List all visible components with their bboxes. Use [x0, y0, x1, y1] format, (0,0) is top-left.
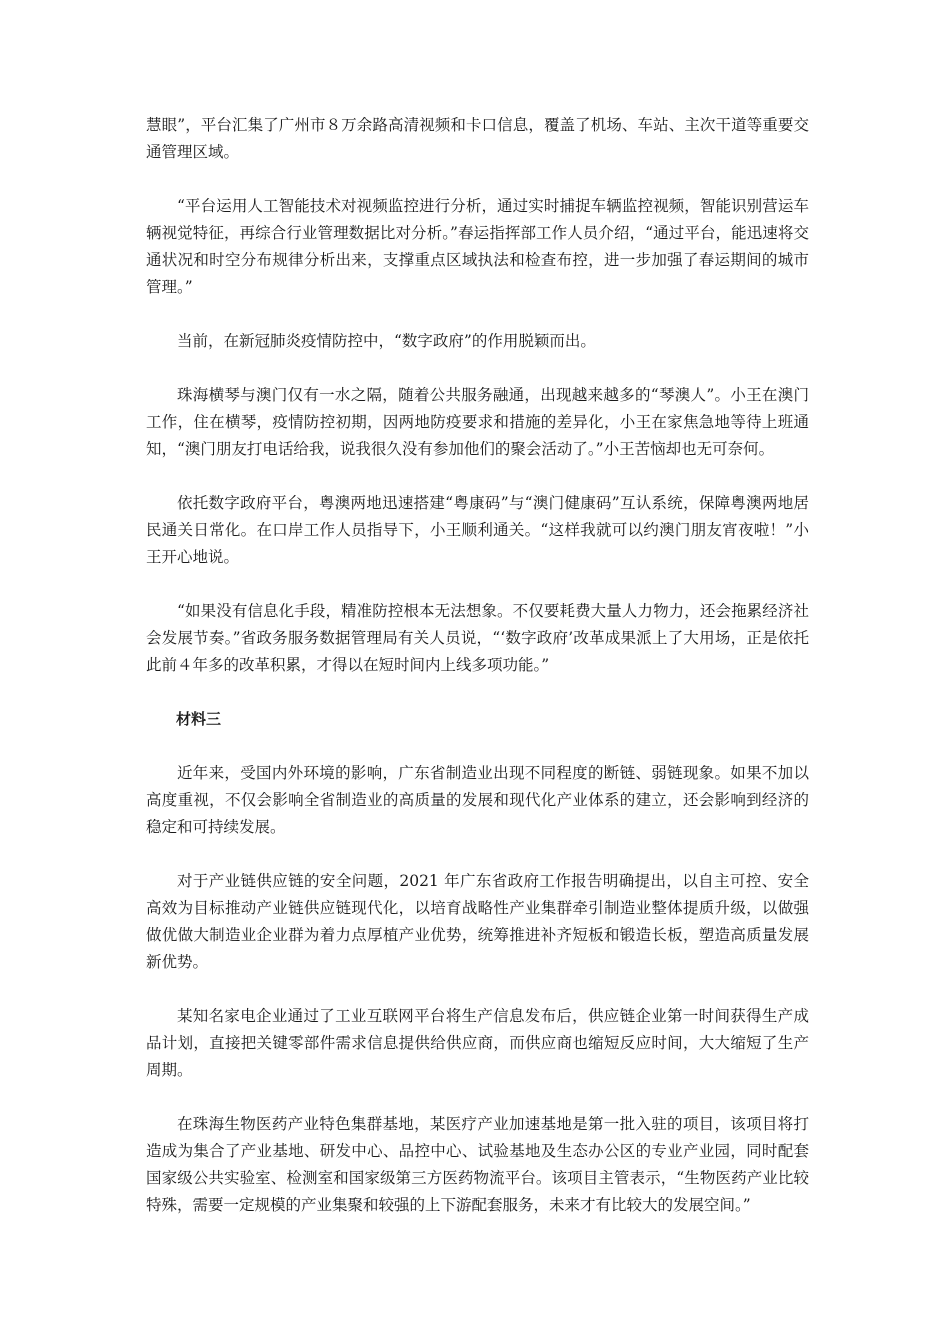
document-body [146, 112, 809, 1246]
paragraph: 珠海横琴与澳门仅有一水之隔，随着公共服务融通，出现越来越多的“琴澳人”。小王在澳门工作，住在横琴，疫情防控初期，因两地防疫要求和措施的差异化，小王在家焦急地等待上班通知，“澳门朋友打电话给我，说我很久没有参加他们的聚会活动了。”小王苦恼却也无可奈何。 [146, 386, 809, 458]
paragraph: 当前，在新冠肺炎疫情防控中，“数字政府”的作用脱颖而出。 [177, 332, 596, 350]
paragraph-continuation: 慧眼”，平台汇集了广州市８万余路高清视频和卡口信息，覆盖了机场、车站、主次干道等重要交通管理区域。 [146, 116, 809, 161]
paragraph: 对于产业链供应链的安全问题，2021 年广东省政府工作报告明确提出，以自主可控、安全高效为目标推动产业链供应链现代化，以培育战略性产业集群牵引制造业整体提质升级，以做强做优做大制造业企业群为着力点厚植产业优势，统筹推进补齐短板和锻造长板，塑造高质量发展新优势。 [146, 872, 809, 971]
paragraph: 依托数字政府平台，粤澳两地迅速搭建“粤康码”与“澳门健康码”互认系统，保障粤澳两地居民通关日常化。在口岸工作人员指导下，小王顺利通关。“这样我就可以约澳门朋友宵夜啦！”小王开心地说。 [146, 494, 809, 566]
paragraph: “平台运用人工智能技术对视频监控进行分析，通过实时捕捉车辆监控视频，智能识别营运车辆视觉特征，再综合行业管理数据比对分析。”春运指挥部工作人员介绍，“通过平台，能迅速将交通状况和时空分布规律分析出来，支撑重点区域执法和检查布控，进一步加强了春运期间的城市管理。” [146, 197, 809, 296]
paragraph: 在珠海生物医药产业特色集群基地，某医疗产业加速基地是第一批入驻的项目，该项目将打造成为集合了产业基地、研发中心、品控中心、试验基地及生态办公区的专业产业园，同时配套国家级公共实验室、检测室和国家级第三方医药物流平台。该项目主管表示，“生物医药产业比较特殊，需要一定规模的产业集聚和较强的上下游配套服务，未来才有比较大的发展空间。” [146, 1115, 809, 1214]
paragraph: 近年来，受国内外环境的影响，广东省制造业出现不同程度的断链、弱链现象。如果不加以高度重视，不仅会影响全省制造业的高质量的发展和现代化产业体系的建立，还会影响到经济的稳定和可持续发展。 [146, 764, 809, 836]
section-heading: 材料三 [176, 710, 222, 728]
paragraph: 某知名家电企业通过了工业互联网平台将生产信息发布后，供应链企业第一时间获得生产成品计划，直接把关键零部件需求信息提供给供应商，而供应商也缩短反应时间，大大缩短了生产周期。 [146, 1007, 809, 1079]
paragraph: “如果没有信息化手段，精准防控根本无法想象。不仅要耗费大量人力物力，还会拖累经济社会发展节奏。”省政务服务数据管理局有关人员说，“‘数字政府’改革成果派上了大用场，正是依托此前４年多的改革积累，才得以在短时间内上线多项功能。” [146, 602, 809, 674]
